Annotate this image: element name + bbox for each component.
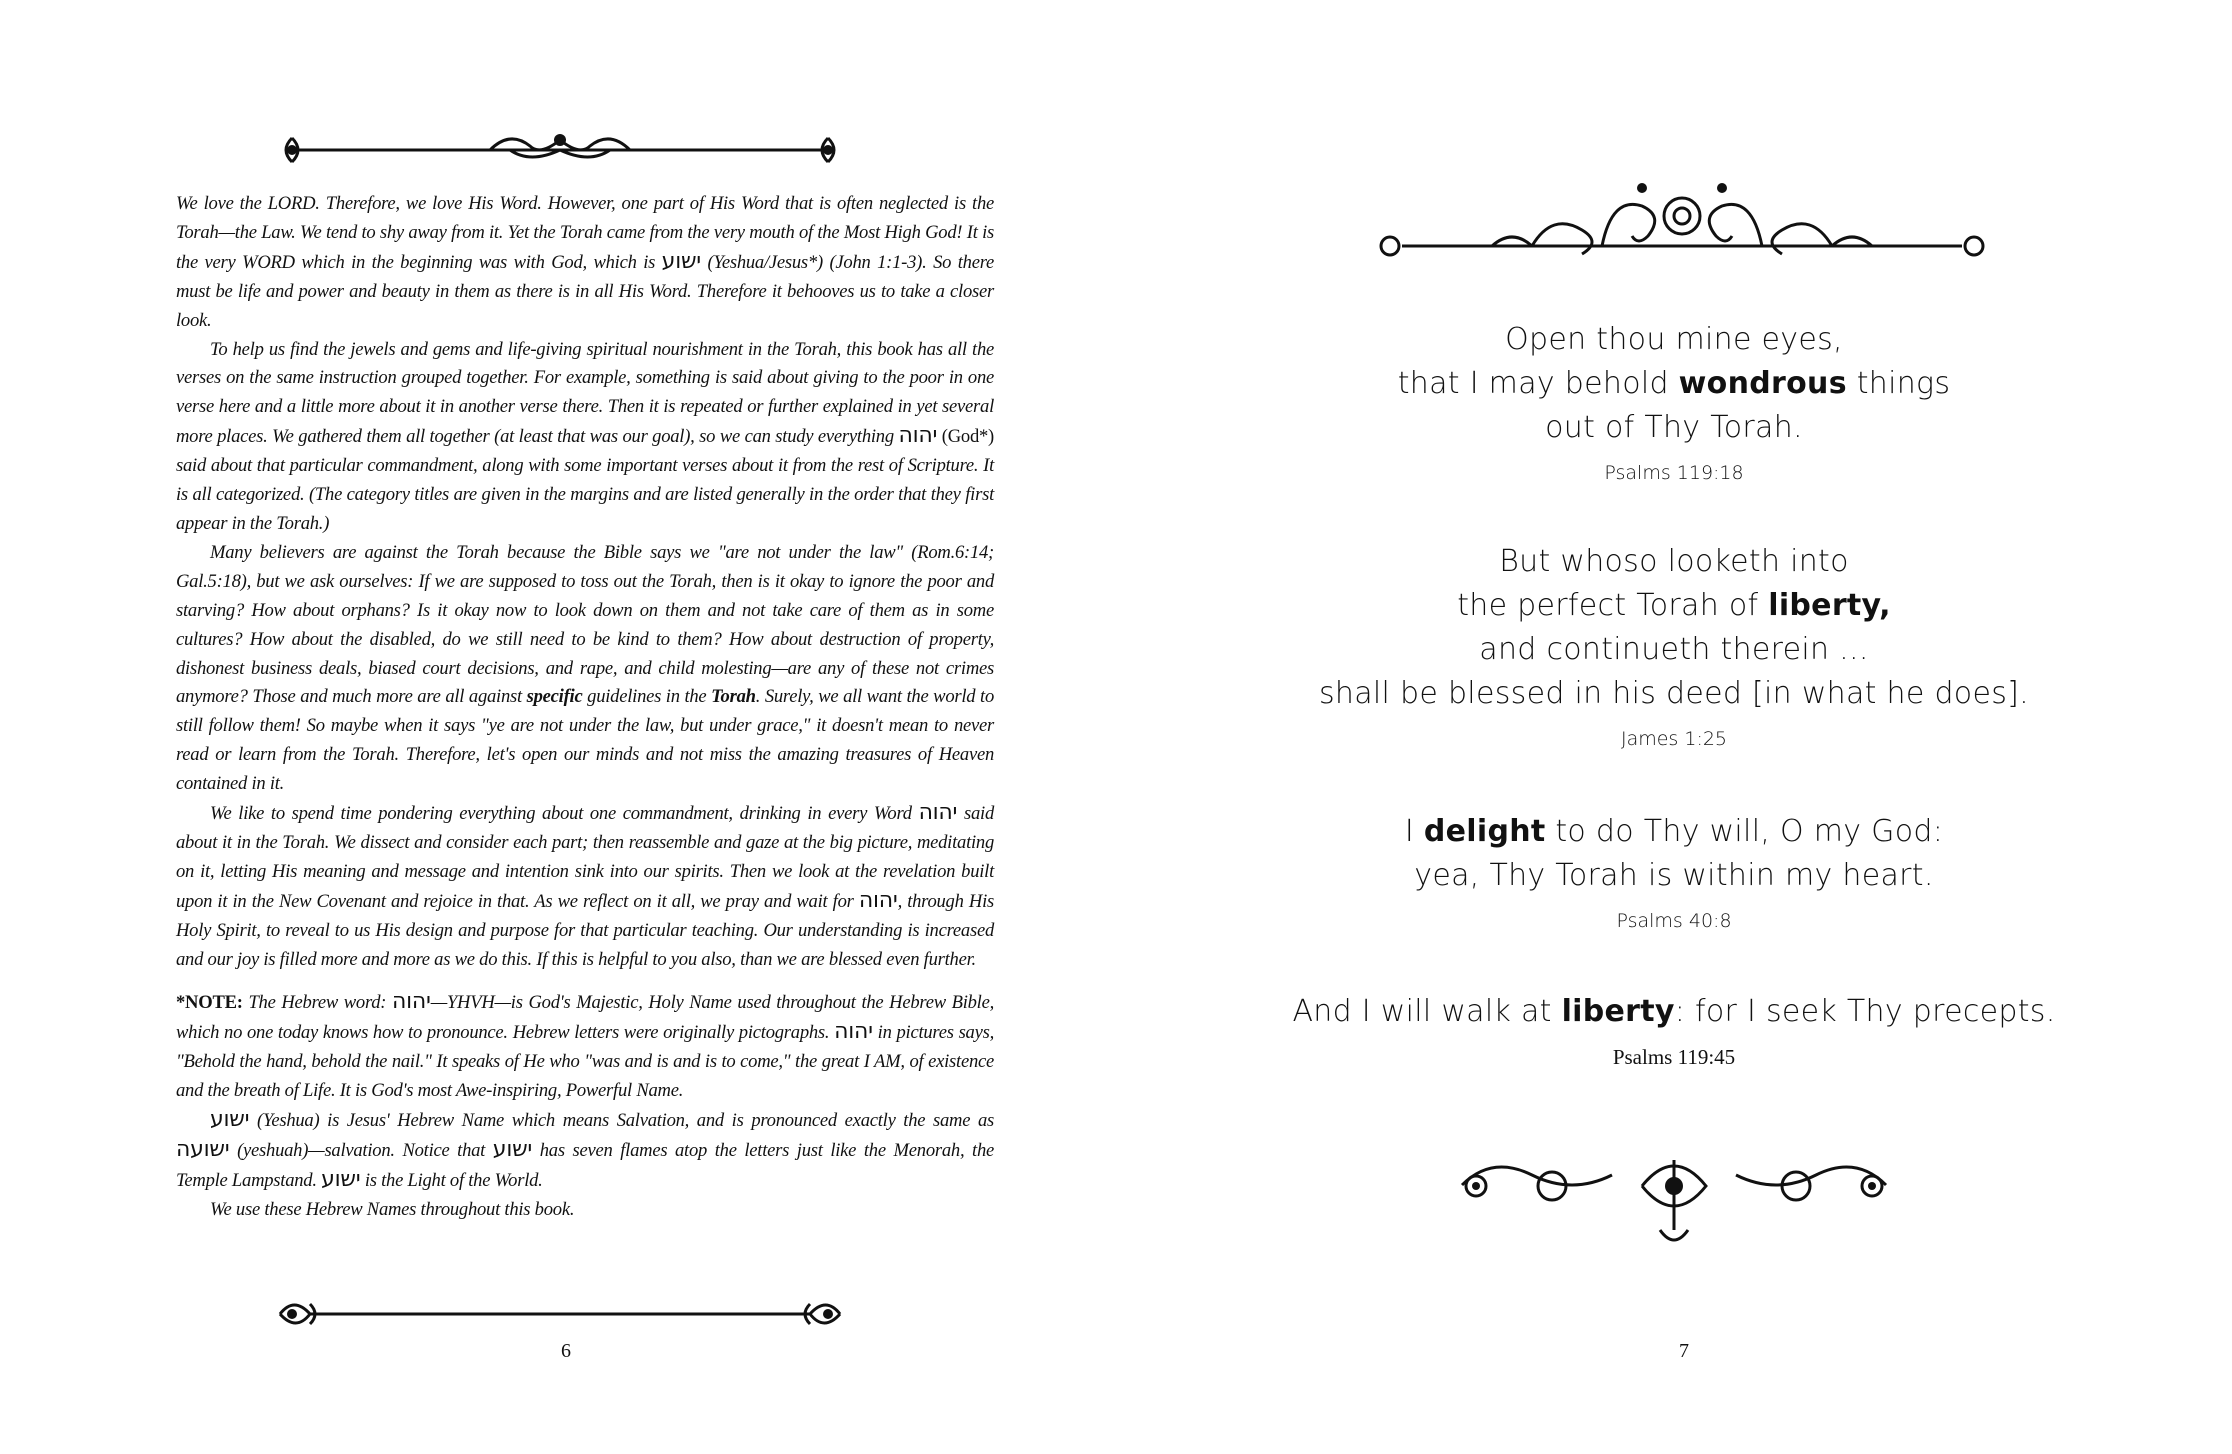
hebrew-yeshuah: ישועה	[176, 1137, 230, 1162]
verse-reference: Psalms 40:8	[1616, 910, 1732, 932]
note-paragraph	[176, 988, 994, 1106]
p5-text-b: (yeshuah)—salvation. Notice that	[229, 1140, 493, 1161]
p3-text-a: Many believers are against the Torah because the Bible says we "are not under the law" (Rom.6:14; Gal.5:18), but we ask ourselves: If we are supposed to toss out the Torah, then is it okay to ignore the poor and starving? How about orphans? Is it okay now to look down on them and not take care of them as in some cultures? How about the disabled, do we still need to be kind to them? How about destruction of property, dishonest business deals, biased court decisions, and rape, and child molesting—are any of these not crimes anymore? Those and much more are all against	[176, 541, 994, 708]
verse-line: and continueth therein ...	[1479, 632, 1869, 667]
p3-bold-specific: specific	[526, 686, 583, 708]
hebrew-yeshua: ישוע	[492, 1137, 533, 1162]
intro-paragraph-1	[176, 190, 994, 336]
closing-paragraph: We use these Hebrew Names throughout this book.	[210, 1198, 575, 1220]
hebrew-yhvh: יהוה	[858, 887, 898, 913]
top-scroll-ornament	[1372, 176, 1992, 260]
verse-line	[1116, 362, 2232, 406]
p1-text-b: (Yeshua/Jesus*) (John 1:1-3). So there must be life and power and beauty in them as there is in all His Word. Therefore it behooves us to take a closer look.	[176, 251, 994, 331]
verse-reference: Psalms 119:45	[1612, 1045, 1736, 1069]
verse-line	[1116, 990, 2232, 1034]
introduction-text	[176, 190, 994, 1225]
hebrew-yhvh: יהוה	[898, 423, 938, 449]
verse-line: shall be blessed in his deed [in what he does].	[1319, 676, 2029, 711]
verse-text: I	[1404, 814, 1424, 849]
yeshua-paragraph	[176, 1106, 994, 1196]
hebrew-yhvh: יהוה	[918, 800, 958, 826]
verse-line: Open thou mine eyes,	[1505, 322, 1843, 357]
verse-emphasis: delight	[1423, 814, 1546, 849]
bottom-scroll-ornament	[1442, 1140, 1906, 1260]
p3-text-c: . Surely, we all want the world to still follow them! So maybe when it says "ye are not under the law, but under grace," it doesn't mean to never read or learn from the Torah. Therefore, let's open our minds and not miss the amazing treasures of Heaven contained in it.	[176, 686, 994, 795]
verse-reference: Psalms 119:18	[1604, 462, 1744, 484]
verse-line: yea, Thy Torah is within my heart.	[1414, 858, 1934, 893]
page-number: 7	[1679, 1340, 1689, 1362]
verse-text: to do Thy will, O my God:	[1545, 814, 1944, 849]
p2-text-b: said about that particular commandment, along with some important verses about it from the rest of Scripture. It is all categorized. (The category titles are given in the margins and are listed generally in the order that they first appear in the Torah.)	[176, 455, 994, 534]
intro-paragraph-2	[176, 336, 994, 539]
note-text-c: in pictures says, "Behold the hand, behold the nail." It speaks of He who "was and is and is to come," the great I AM, of existence and the breath of Life. It is God's most Awe-inspiring, Powerful Name.	[176, 1022, 994, 1102]
p5-text-a: (Yeshua) is Jesus' Hebrew Name which means Salvation, and is pronounced exactly the same as	[249, 1110, 994, 1132]
p1-text-a: We love the LORD. Therefore, we love His Word. However, one part of His Word that is often neglected is the Torah—the Law. We tend to shy away from it. Yet the Torah came from the very mouth of the Most High God! It is the very WORD which in the beginning was with God, which is	[176, 193, 994, 273]
top-flourish-ornament	[270, 128, 850, 172]
verse-emphasis: liberty,	[1768, 588, 1891, 623]
verse-text: And I will walk at	[1292, 994, 1562, 1029]
hebrew-yeshua: ישוע	[210, 1107, 250, 1133]
verse-line	[1116, 584, 2232, 628]
verse-text: things	[1846, 366, 1951, 401]
verse-line	[1116, 810, 2232, 854]
verse-psalms-119-45	[1116, 990, 2232, 1072]
verse-text: : for I seek Thy precepts.	[1674, 994, 2056, 1029]
note-text-b: —YHVH—is God's Majestic, Holy Name used throughout the Hebrew Bible, which no one today knows how to pronounce. Hebrew letters were originally pictographs.	[176, 992, 994, 1044]
hebrew-yeshua: ישוע	[321, 1166, 361, 1192]
verse-james-1-25	[1116, 540, 2232, 754]
p4-text-c: , through His Holy Spirit, to reveal to us His design and purpose for that particular teaching. Our understanding is increased and our joy is filled more and more as we do this. If this is helpful to you also, than we are blessed even further.	[176, 890, 994, 970]
verse-psalms-40-8	[1116, 810, 2232, 936]
hebrew-yhvh: יהוה	[834, 1019, 873, 1045]
verse-psalms-119-18	[1116, 318, 2232, 488]
verse-text: the perfect Torah of	[1457, 588, 1769, 623]
bottom-flourish-ornament	[270, 1292, 850, 1336]
p4-text-b: said about it in the Torah. We dissect and consider each part; then reassemble and gaze at the big picture, meditating on it, letting His meaning and message and intention sink into our spirits. Then we look at the revelation built upon it in the New Covenant and rejoice in that. As we reflect on it all, we pray and wait for	[176, 803, 994, 912]
note-label: *NOTE:	[176, 992, 243, 1014]
verse-emphasis: liberty	[1561, 994, 1675, 1029]
p3-bold-torah: Torah	[711, 686, 756, 708]
intro-paragraph-4	[176, 799, 994, 974]
intro-paragraph-3	[176, 539, 994, 799]
p4-text-a: We like to spend time pondering everything about one commandment, drinking in every Word	[210, 803, 919, 825]
p5-text-d: is the Light of the World.	[360, 1169, 543, 1191]
p2-text-a: To help us find the jewels and gems and life-giving spiritual nourishment in the Torah, this book has all the verses on the same instruction grouped together. For example, something is said about giving to the poor in one verse here and a little more about it in another verse there. Then it is repeated or further explained in yet several more places. We gathered them all together (at least that was our goal), so we can study everything	[176, 338, 994, 448]
verse-emphasis: wondrous	[1678, 366, 1847, 401]
verse-reference: James 1:25	[1620, 728, 1728, 750]
note-text-a: The Hebrew word:	[242, 992, 393, 1014]
verse-text: that I may behold	[1397, 366, 1679, 401]
verse-line: out of Thy Torah.	[1545, 410, 1803, 445]
page-number: 6	[561, 1340, 571, 1362]
p2-god: (God*)	[937, 426, 994, 448]
right-page	[1116, 0, 2232, 1454]
hebrew-yhvh: יהוה	[392, 989, 431, 1015]
verse-line: But whoso looketh into	[1499, 544, 1849, 579]
p5-text-c: has seven flames atop the letters just like the Menorah, the Temple Lampstand.	[176, 1140, 994, 1191]
hebrew-yeshua: ישוע	[661, 248, 701, 274]
p3-text-b: guidelines in the	[582, 686, 712, 708]
